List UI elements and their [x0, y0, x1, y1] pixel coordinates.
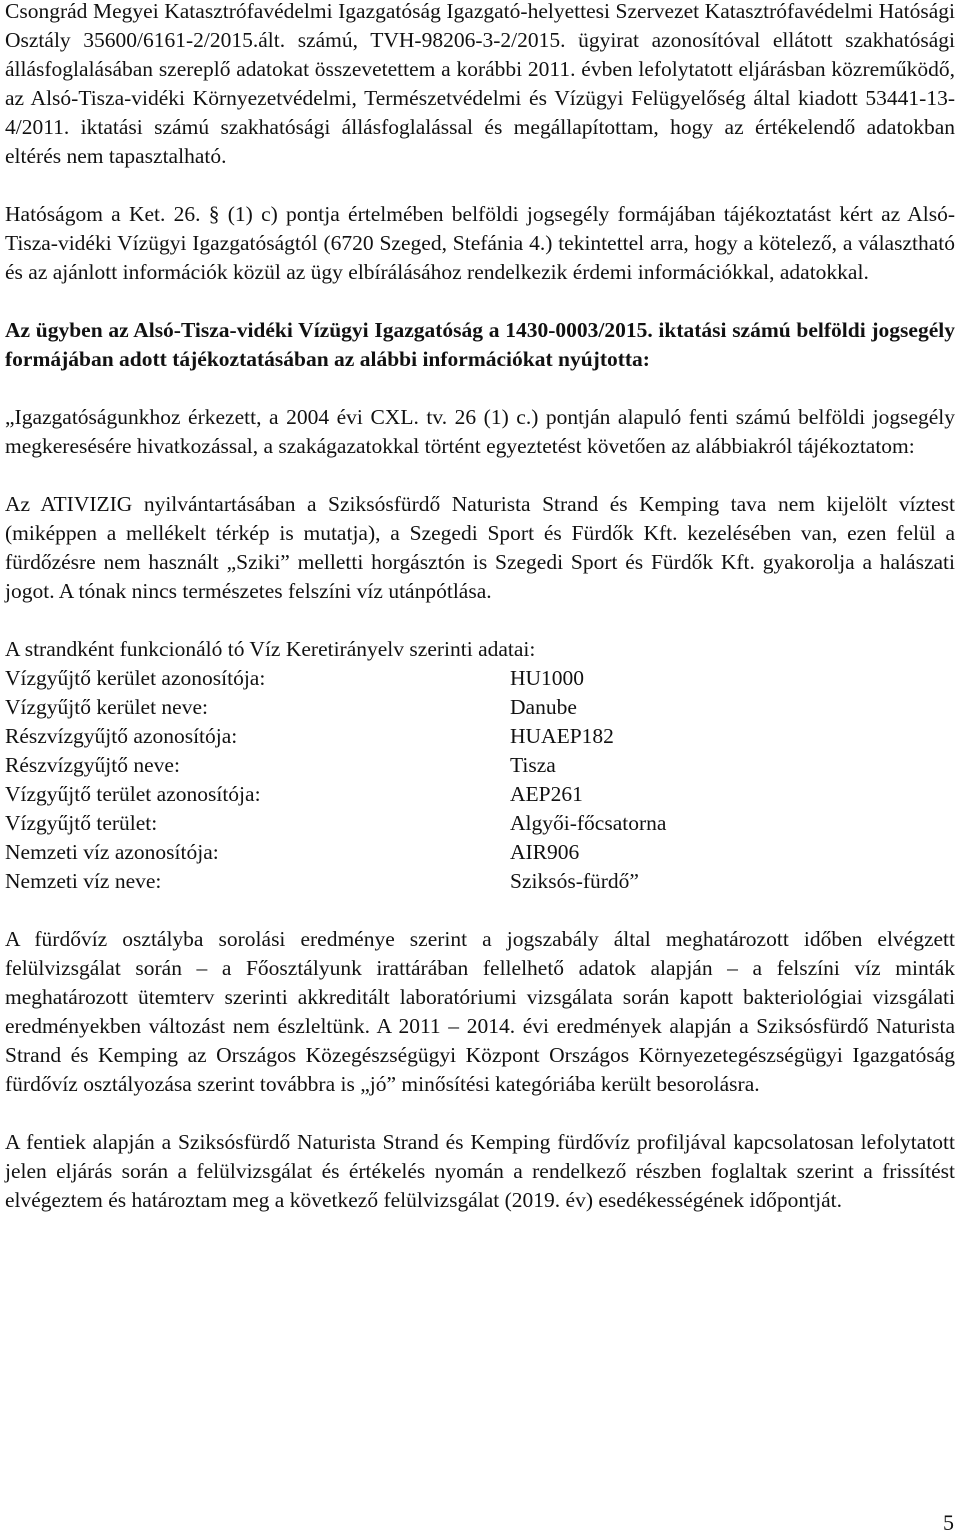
paragraph-classification: A fürdővíz osztályba sorolási eredménye szerint a jogszabály által meghatározott időben elvégzett felülvizsgálat során – a Főosztályunk irattárában fellelhető adatok alapján – a felszíni víz minták meghatározott ütemterv szerinti akkreditált laboratóriumi vizsgálata során kapott bakteriológiai vizsgálati eredményekben változást nem észleltünk. A 2011 – 2014. évi eredmények alapján a Sziksósfürdő Naturista Strand és Kemping az Országos Közegészségügyi Központ Országos Környezetegészségügyi Igazgatóság fürdővíz osztályozása szerint továbbra is „jó” minősítési kategóriába került besorolásra.: [5, 927, 955, 1096]
paragraph-legal-aid-request: Hatóságom a Ket. 26. § (1) c) pontja értelmében belföldi jogsegély formájában tájékoztatást kért az Alsó-Tisza-vidéki Vízügyi Igazgatóságtól (6720 Szeged, Stefánia 4.) tekintettel arra, hogy a kötelező, a választható és az ajánlott információk közül az ügy elbírálásához rendelkezik érdemi információkkal, adatokkal.: [5, 202, 955, 284]
paragraph-wfd-intro: A strandként funkcionáló tó Víz Keretirányelv szerinti adatai:: [5, 637, 536, 661]
paragraph-bold-summary: Az ügyben az Alsó-Tisza-vidéki Vízügyi Igazgatóság a 1430-0003/2015. iktatási számú belföldi jogsegély formájában adott tájékoztatásában az alábbi információkat nyújtotta:: [5, 318, 955, 371]
wfd-table-key: Vízgyűjtő kerület neve:: [5, 695, 208, 719]
wfd-table-key: Nemzeti víz neve:: [5, 869, 162, 893]
wfd-table-key: Részvízgyűjtő azonosítója:: [5, 724, 238, 748]
wfd-table-row: [5, 809, 666, 838]
wfd-table-key: Nemzeti víz azonosítója:: [5, 840, 219, 864]
wfd-table-value: Algyői-főcsatorna: [510, 811, 667, 835]
document-page: [5, 0, 955, 1215]
wfd-table-key: Vízgyűjtő kerület azonosítója:: [5, 666, 266, 690]
wfd-table-value: Tisza: [510, 753, 556, 777]
wfd-table-row: [5, 838, 666, 867]
wfd-table-value: AIR906: [510, 840, 580, 864]
wfd-table-value: HUAEP182: [510, 724, 614, 748]
wfd-table-row: [5, 867, 666, 896]
paragraph-quote-intro: „Igazgatóságunkhoz érkezett, a 2004 évi CXL. tv. 26 (1) c.) pontján alapuló fenti számú belföldi jogsegély megkeresésére hivatkozással, a szakágazatokkal történt egyeztetést követően az alábbiakról tájékoztatom:: [5, 405, 955, 458]
wfd-table-value: Danube: [510, 695, 577, 719]
wfd-table-row: [5, 664, 666, 693]
wfd-table-key: Vízgyűjtő terület azonosítója:: [5, 782, 261, 806]
wfd-table-row: [5, 780, 666, 809]
wfd-table-row: [5, 751, 666, 780]
wfd-table-value: AEP261: [510, 782, 583, 806]
paragraph-registry-info: Az ATIVIZIG nyilvántartásában a Sziksósfürdő Naturista Strand és Kemping tava nem kijelölt víztest (miképpen a mellékelt térkép is mutatja), a Szegedi Sport és Fürdők Kft. kezelésében van, ezen felül a fürdőzésre nem használt „Sziki” melletti horgásztón is Szegedi Sport és Fürdők Kft. gyakorolja a halászati jogot. A tónak nincs természetes felszíni víz utánpótlása.: [5, 492, 955, 603]
wfd-table-value: Sziksós-fürdő”: [510, 869, 639, 893]
wfd-table-key: Vízgyűjtő terület:: [5, 811, 158, 835]
wfd-data-table: [5, 664, 666, 896]
page-number: 5: [943, 1510, 954, 1535]
wfd-table-row: [5, 722, 666, 751]
paragraph-conclusion: A fentiek alapján a Sziksósfürdő Naturista Strand és Kemping fürdővíz profiljával kapcsolatosan lefolytatott jelen eljárás során a felülvizsgálat és értékelés nyomán a rendelkező részben foglaltak szerint a frissítést elvégeztem és határoztam meg a következő felülvizsgálat (2019. év) esedékességének időpontját.: [5, 1130, 955, 1212]
paragraph-comparison: Csongrád Megyei Katasztrófavédelmi Igazgatóság Igazgató-helyettesi Szervezet Katasztrófavédelmi Hatósági Osztály 35600/6161-2/2015.ált. számú, TVH-98206-3-2/2015. ügyirat azonosítóval ellátott szakhatósági állásfoglalásában szereplő adatokat összevetettem a korábbi 2011. évben lefolytatott eljárásban közreműködő, az Alsó-Tisza-vidéki Környezetvédelmi, Természetvédelmi és Vízügyi Felügyelőség által kiadott 53441-13-4/2011. iktatási számú szakhatósági állásfoglalással és megállapítottam, hogy az értékelendő adatokban eltérés nem tapasztalható.: [5, 0, 955, 168]
wfd-table-row: [5, 693, 666, 722]
wfd-table-value: HU1000: [510, 666, 585, 690]
wfd-table-key: Részvízgyűjtő neve:: [5, 753, 180, 777]
